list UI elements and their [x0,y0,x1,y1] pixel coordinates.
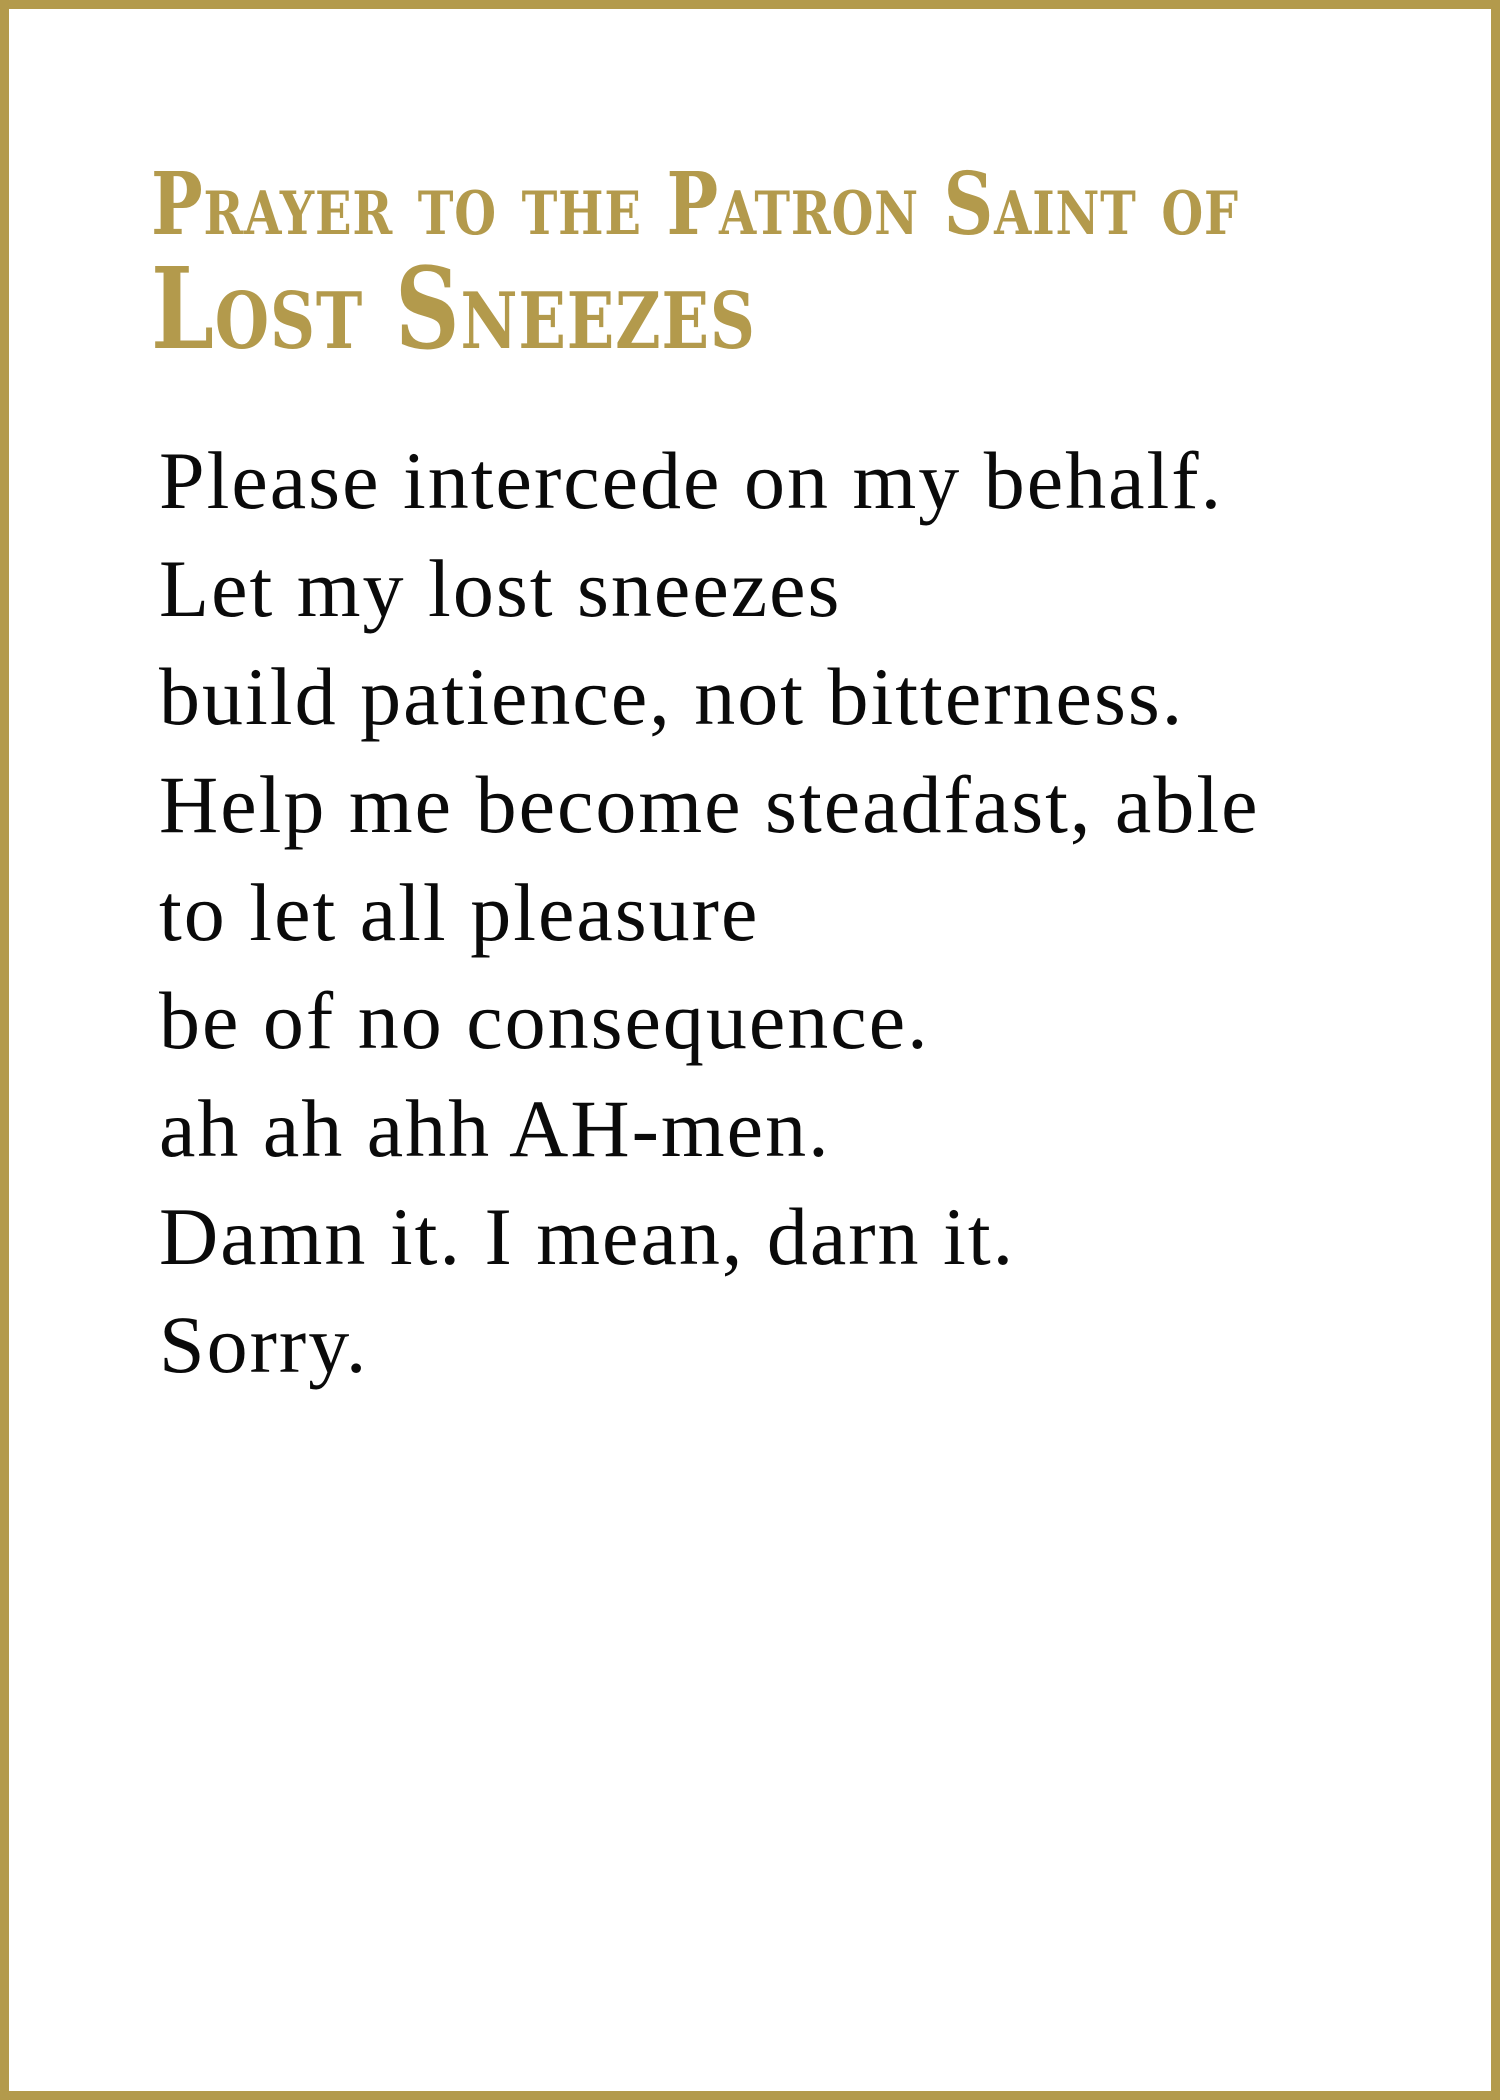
title-line-1: Prayer to the Patron Saint of [151,154,1239,255]
title-line-2: Lost Sneezes [151,244,756,375]
poem-line: Please intercede on my behalf. [159,435,1224,526]
poem-line: ah ah ahh AH-men. [159,1083,831,1174]
poem-line: build patience, not bitterness. [159,651,1185,742]
poem-line: Sorry. [159,1299,369,1390]
poem-line: Let my lost sneezes [159,543,842,634]
page-title [151,154,1500,375]
poem-line: be of no consequence. [159,975,930,1066]
poem-line: Help me become steadfast, able [159,759,1260,850]
poem-line: Damn it. I mean, darn it. [159,1191,1016,1282]
poem-line: to let all pleasure [159,867,760,958]
poem-body [159,427,1260,1399]
